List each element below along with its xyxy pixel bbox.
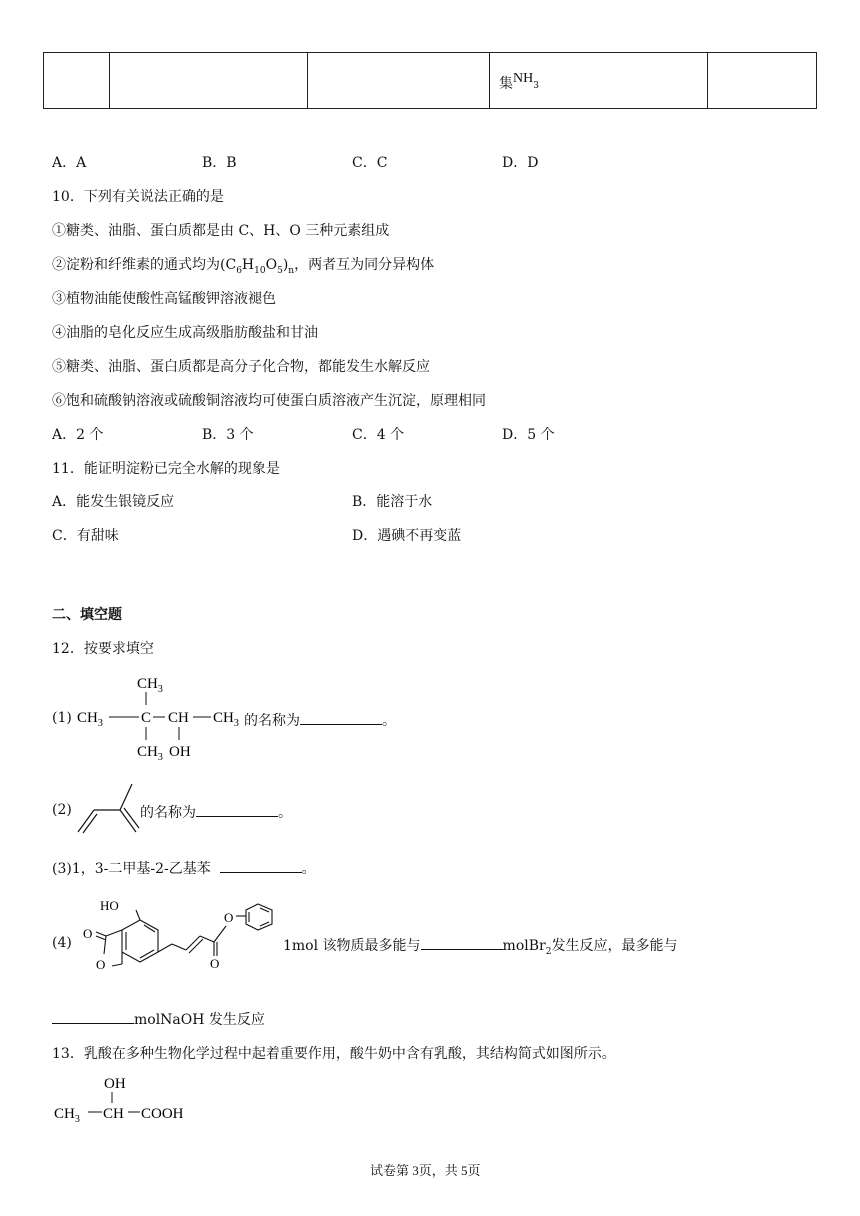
svg-text:O: O <box>96 957 106 972</box>
svg-text:CH3: $CH_3$ <box>137 744 163 763</box>
q10-statement-5: ⑤糖类、油脂、蛋白质都是高分子化合物，都能发生水解反应 <box>52 359 430 375</box>
svg-text:CH3: $CH_3$ <box>77 710 103 729</box>
q12-part2-structure <box>76 780 140 836</box>
q10-statement-1: ①糖类、油脂、蛋白质都是由 C、H、O 三种元素组成 <box>52 223 390 239</box>
svg-text:O: O <box>210 956 220 971</box>
answer-table <box>43 52 817 109</box>
svg-text:CH3: $CH_3$ <box>54 1106 80 1125</box>
q12-part2-text: 的名称为 。 <box>140 805 292 821</box>
q10-statement-6: ⑥饱和硫酸钠溶液或硫酸铜溶液均可使蛋白质溶液产生沉淀，原理相同 <box>52 393 486 409</box>
q11-option-d: D．遇碘不再变蓝 <box>352 528 462 544</box>
option-b: B．3 个 <box>202 427 254 443</box>
svg-text:CH3: $CH_3$ <box>137 676 163 695</box>
q10-options <box>52 424 652 444</box>
section-title: 二、填空题 <box>52 607 122 623</box>
q11-stem: 11．能证明淀粉已完全水解的现象是 <box>52 461 280 477</box>
q11-option-a: A．能发生银镜反应 <box>52 494 175 510</box>
q12-stem: 12．按要求填空 <box>52 641 154 657</box>
q12-part3-text: (3)1，3-二甲基-2-乙基苯 。 <box>52 861 316 877</box>
option-c: C．C <box>352 155 388 171</box>
table-divider <box>109 53 110 108</box>
svg-text:CH3: $CH_3$ <box>213 710 239 729</box>
svg-text:HO: HO <box>100 898 119 913</box>
svg-text:O: O <box>224 910 234 925</box>
answer-blank[interactable] <box>196 804 278 817</box>
page-footer: 试卷第 3页，共 5页 <box>370 1163 481 1178</box>
svg-text:CH: CH <box>103 1106 124 1122</box>
q13-stem: 13．乳酸在多种生物化学过程中起着重要作用，酸牛奶中含有乳酸，其结构简式如图所示。 <box>52 1046 616 1062</box>
answer-blank[interactable] <box>421 937 503 950</box>
q9-options <box>52 152 652 172</box>
q11-option-c: C．有甜味 <box>52 528 119 544</box>
answer-blank[interactable] <box>52 1011 134 1024</box>
option-b: B．B <box>202 155 237 171</box>
option-d: D．D <box>502 155 539 171</box>
table-divider <box>707 53 708 108</box>
option-d: D．5 个 <box>502 427 555 443</box>
q12-part4-label: (4) <box>52 935 72 951</box>
table-cell-text: 集$NH_3$ <box>499 71 539 92</box>
table-divider <box>489 53 490 108</box>
q11-option-b: B．能溶于水 <box>352 494 433 510</box>
q10-statement-2: ②淀粉和纤维素的通式均为$(C_6H_{10}O_5)_n$，两者互为同分异构体 <box>52 257 435 276</box>
q13-lactic-acid-formula <box>52 1072 212 1128</box>
svg-text:CH: CH <box>168 710 189 726</box>
q12-part1-text: 的名称为 。 <box>244 713 396 729</box>
answer-blank[interactable] <box>300 712 382 725</box>
q10-statement-4: ④油脂的皂化反应生成高级脂肪酸盐和甘油 <box>52 325 318 341</box>
svg-text:O: O <box>83 926 93 941</box>
option-a: A．A <box>52 155 87 171</box>
svg-text:C: C <box>141 710 152 726</box>
q10-stem: 10．下列有关说法正确的是 <box>52 189 224 205</box>
svg-text:OH: OH <box>169 744 191 760</box>
option-a: A．2 个 <box>52 427 104 443</box>
q12-part4-structure <box>78 892 284 992</box>
q12-part4-text: 1mol 该物质最多能与 molBr$_2$发生反应，最多能与 <box>283 938 678 957</box>
q12-part2-label: (2) <box>52 802 72 818</box>
answer-blank[interactable] <box>220 860 302 873</box>
q10-statement-3: ③植物油能使酸性高锰酸钾溶液褪色 <box>52 291 276 307</box>
svg-text:OH: OH <box>104 1076 126 1092</box>
svg-text:COOH: COOH <box>141 1106 184 1122</box>
q12-part1-label: (1) <box>52 710 72 726</box>
option-c: C．4 个 <box>352 427 405 443</box>
q12-part4-line2: molNaOH 发生反应 <box>52 1009 265 1029</box>
table-divider <box>307 53 308 108</box>
